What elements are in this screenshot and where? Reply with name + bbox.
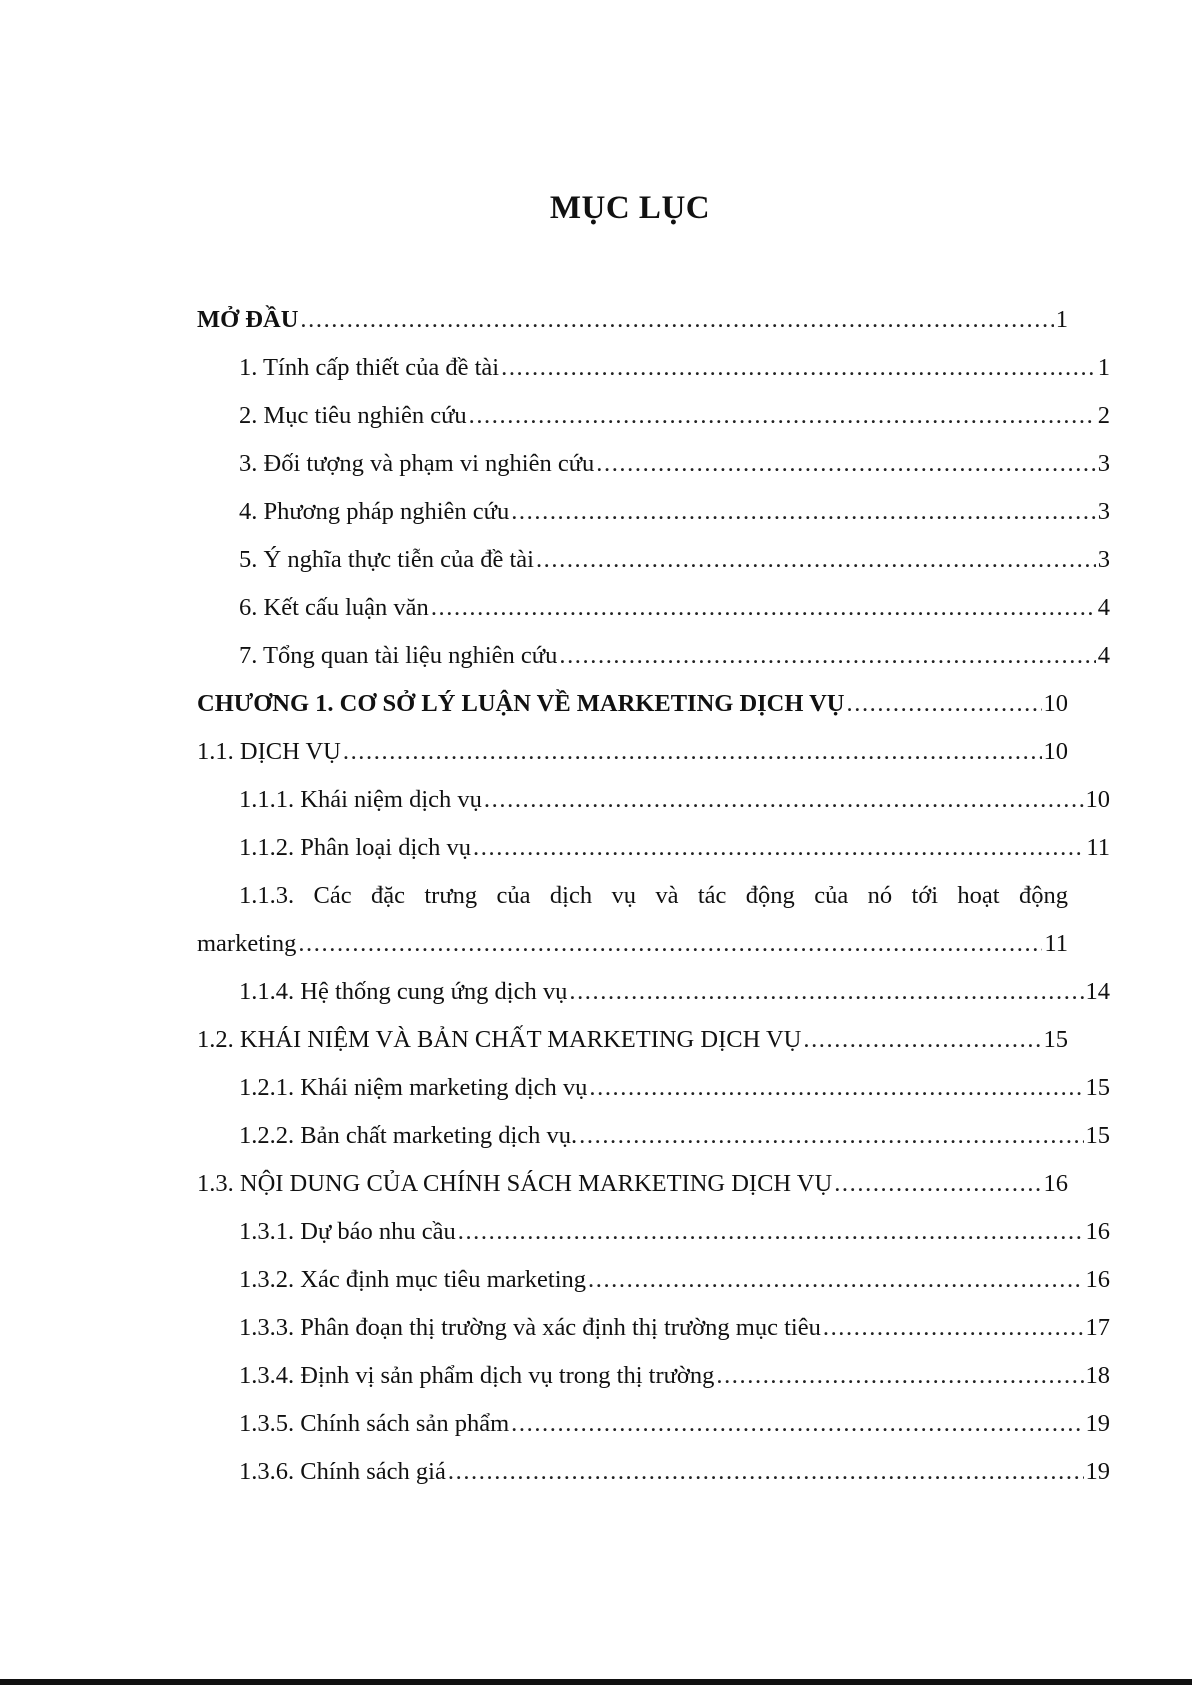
toc-entry-1-3-6[interactable] bbox=[197, 1448, 1110, 1496]
toc-entry-1-1-2[interactable] bbox=[197, 824, 1110, 872]
toc-entry-7[interactable] bbox=[197, 632, 1110, 680]
toc-page-number: 16 bbox=[1085, 1218, 1110, 1245]
toc-page-number: 16 bbox=[1043, 1170, 1068, 1197]
toc-entry-label-line1: 1.1.3. Các đặc trưng của dịch vụ và tác động của nó tới hoạt động bbox=[239, 882, 1068, 909]
toc-page-number: 1 bbox=[1055, 306, 1068, 333]
toc-entry-label: 1.2. KHÁI NIỆM VÀ BẢN CHẤT MARKETING DỊCH VỤ bbox=[197, 1026, 802, 1053]
toc-page-number: 15 bbox=[1085, 1074, 1110, 1101]
toc-entry-label: 1.3.2. Xác định mục tiêu marketing bbox=[239, 1266, 586, 1293]
toc-page-number: 11 bbox=[1086, 834, 1110, 861]
toc-entry-1-2-1[interactable] bbox=[197, 1064, 1110, 1112]
toc-page-number: 18 bbox=[1085, 1362, 1110, 1389]
toc-entry-label: 1.3.4. Định vị sản phẩm dịch vụ trong thị trường bbox=[239, 1362, 715, 1389]
dot-leader bbox=[501, 344, 1096, 392]
toc-entry-label: 1.3.3. Phân đoạn thị trường và xác định thị trường mục tiêu bbox=[239, 1314, 821, 1341]
toc-entry-label: 6. Kết cấu luận văn bbox=[239, 594, 429, 621]
toc-page-number: 4 bbox=[1097, 642, 1110, 669]
dot-leader bbox=[589, 1064, 1083, 1112]
toc-entry-1-1-4[interactable] bbox=[197, 968, 1110, 1016]
toc-entry-label-line2: marketing bbox=[197, 930, 297, 957]
dot-leader bbox=[469, 392, 1096, 440]
dot-leader bbox=[834, 1160, 1041, 1208]
toc-entry-label: 7. Tổng quan tài liệu nghiên cứu bbox=[239, 642, 558, 669]
toc-entry-label: 1.1.1. Khái niệm dịch vụ bbox=[239, 786, 482, 813]
toc-entry-label: 1.2.2. Bản chất marketing dịch vụ. bbox=[239, 1122, 578, 1149]
toc-page-number: 15 bbox=[1043, 1026, 1068, 1053]
toc-entry-label: 5. Ý nghĩa thực tiễn của đề tài bbox=[239, 546, 534, 573]
dot-leader bbox=[716, 1352, 1083, 1400]
toc-entry-3[interactable] bbox=[197, 440, 1110, 488]
toc-page-number: 4 bbox=[1097, 594, 1110, 621]
toc-entry-label: MỞ ĐẦU bbox=[197, 306, 299, 333]
toc-entry-1-3-5[interactable] bbox=[197, 1400, 1110, 1448]
toc-entry-1-3-2[interactable] bbox=[197, 1256, 1110, 1304]
toc-entry-2[interactable] bbox=[197, 392, 1110, 440]
dot-leader bbox=[458, 1208, 1084, 1256]
toc-entry-label: 1.1.2. Phân loại dịch vụ bbox=[239, 834, 472, 861]
toc-entry-label: 2. Mục tiêu nghiên cứu bbox=[239, 402, 467, 429]
toc-page-number: 17 bbox=[1085, 1314, 1110, 1341]
dot-leader bbox=[511, 1400, 1083, 1448]
toc-entry-label: 1.3.6. Chính sách giá bbox=[239, 1458, 446, 1485]
dot-leader bbox=[847, 680, 1042, 728]
toc-entry-1-3-3[interactable] bbox=[197, 1304, 1110, 1352]
bottom-edge-bar bbox=[0, 1679, 1192, 1685]
toc-page-number: 3 bbox=[1097, 546, 1110, 573]
toc-entry-1-1-1[interactable] bbox=[197, 776, 1110, 824]
toc-entry-mo-dau[interactable] bbox=[197, 296, 1068, 344]
toc-entry-1[interactable] bbox=[197, 344, 1110, 392]
dot-leader bbox=[511, 488, 1096, 536]
toc-page-number: 3 bbox=[1097, 450, 1110, 477]
toc-entry-label: 3. Đối tượng và phạm vi nghiên cứu bbox=[239, 450, 595, 477]
dot-leader bbox=[803, 1016, 1041, 1064]
toc-entry-label: 1. Tính cấp thiết của đề tài bbox=[239, 354, 500, 381]
toc-entry-1-3-4[interactable] bbox=[197, 1352, 1110, 1400]
toc-entry-label: 1.3.1. Dự báo nhu cầu bbox=[239, 1218, 456, 1245]
toc-page-number: 10 bbox=[1043, 690, 1068, 717]
dot-leader bbox=[559, 632, 1095, 680]
dot-leader bbox=[298, 920, 1042, 968]
dot-leader bbox=[448, 1448, 1084, 1496]
toc-entry-label: 1.2.1. Khái niệm marketing dịch vụ bbox=[239, 1074, 588, 1101]
dot-leader bbox=[300, 296, 1053, 344]
page-title: MỤC LỤC bbox=[549, 190, 711, 226]
dot-leader bbox=[823, 1304, 1084, 1352]
toc-page-number: 2 bbox=[1097, 402, 1110, 429]
toc-page-number: 10 bbox=[1043, 738, 1068, 765]
toc-entry-1-3[interactable] bbox=[197, 1160, 1068, 1208]
dot-leader bbox=[588, 1256, 1084, 1304]
table-of-contents bbox=[197, 296, 1110, 1496]
toc-entry-label: CHƯƠNG 1. CƠ SỞ LÝ LUẬN VỀ MARKETING DỊCH VỤ bbox=[197, 690, 845, 717]
toc-entry-5[interactable] bbox=[197, 536, 1110, 584]
dot-leader bbox=[343, 728, 1042, 776]
toc-page-number: 15 bbox=[1085, 1122, 1110, 1149]
dot-leader bbox=[579, 1112, 1083, 1160]
dot-leader bbox=[484, 776, 1084, 824]
toc-entry-6[interactable] bbox=[197, 584, 1110, 632]
toc-entry-label: 1.1.4. Hệ thống cung ứng dịch vụ bbox=[239, 978, 568, 1005]
toc-entry-1-1[interactable] bbox=[197, 728, 1068, 776]
dot-leader bbox=[473, 824, 1084, 872]
toc-entry-4[interactable] bbox=[197, 488, 1110, 536]
toc-entry-label: 1.1. DỊCH VỤ bbox=[197, 738, 341, 765]
toc-entry-label: 1.3.5. Chính sách sản phẩm bbox=[239, 1410, 510, 1437]
toc-page-number: 16 bbox=[1085, 1266, 1110, 1293]
toc-entry-chuong-1[interactable] bbox=[197, 680, 1068, 728]
toc-page-number: 14 bbox=[1085, 978, 1110, 1005]
toc-entry-1-2[interactable] bbox=[197, 1016, 1068, 1064]
toc-page-number: 19 bbox=[1085, 1410, 1110, 1437]
toc-page-number: 3 bbox=[1097, 498, 1110, 525]
toc-page-number: 10 bbox=[1085, 786, 1110, 813]
toc-entry-1-3-1[interactable] bbox=[197, 1208, 1110, 1256]
dot-leader bbox=[596, 440, 1096, 488]
toc-entry-label: 1.3. NỘI DUNG CỦA CHÍNH SÁCH MARKETING DỊCH VỤ bbox=[197, 1170, 833, 1197]
toc-entry-1-1-3[interactable] bbox=[197, 872, 1068, 968]
toc-entry-label: 4. Phương pháp nghiên cứu bbox=[239, 498, 510, 525]
toc-entry-1-2-2[interactable] bbox=[197, 1112, 1110, 1160]
dot-leader bbox=[536, 536, 1096, 584]
dot-leader bbox=[431, 584, 1096, 632]
dot-leader bbox=[569, 968, 1083, 1016]
toc-page-number: 1 bbox=[1097, 354, 1110, 381]
toc-page-number: 11 bbox=[1044, 930, 1068, 957]
toc-page-number: 19 bbox=[1085, 1458, 1110, 1485]
